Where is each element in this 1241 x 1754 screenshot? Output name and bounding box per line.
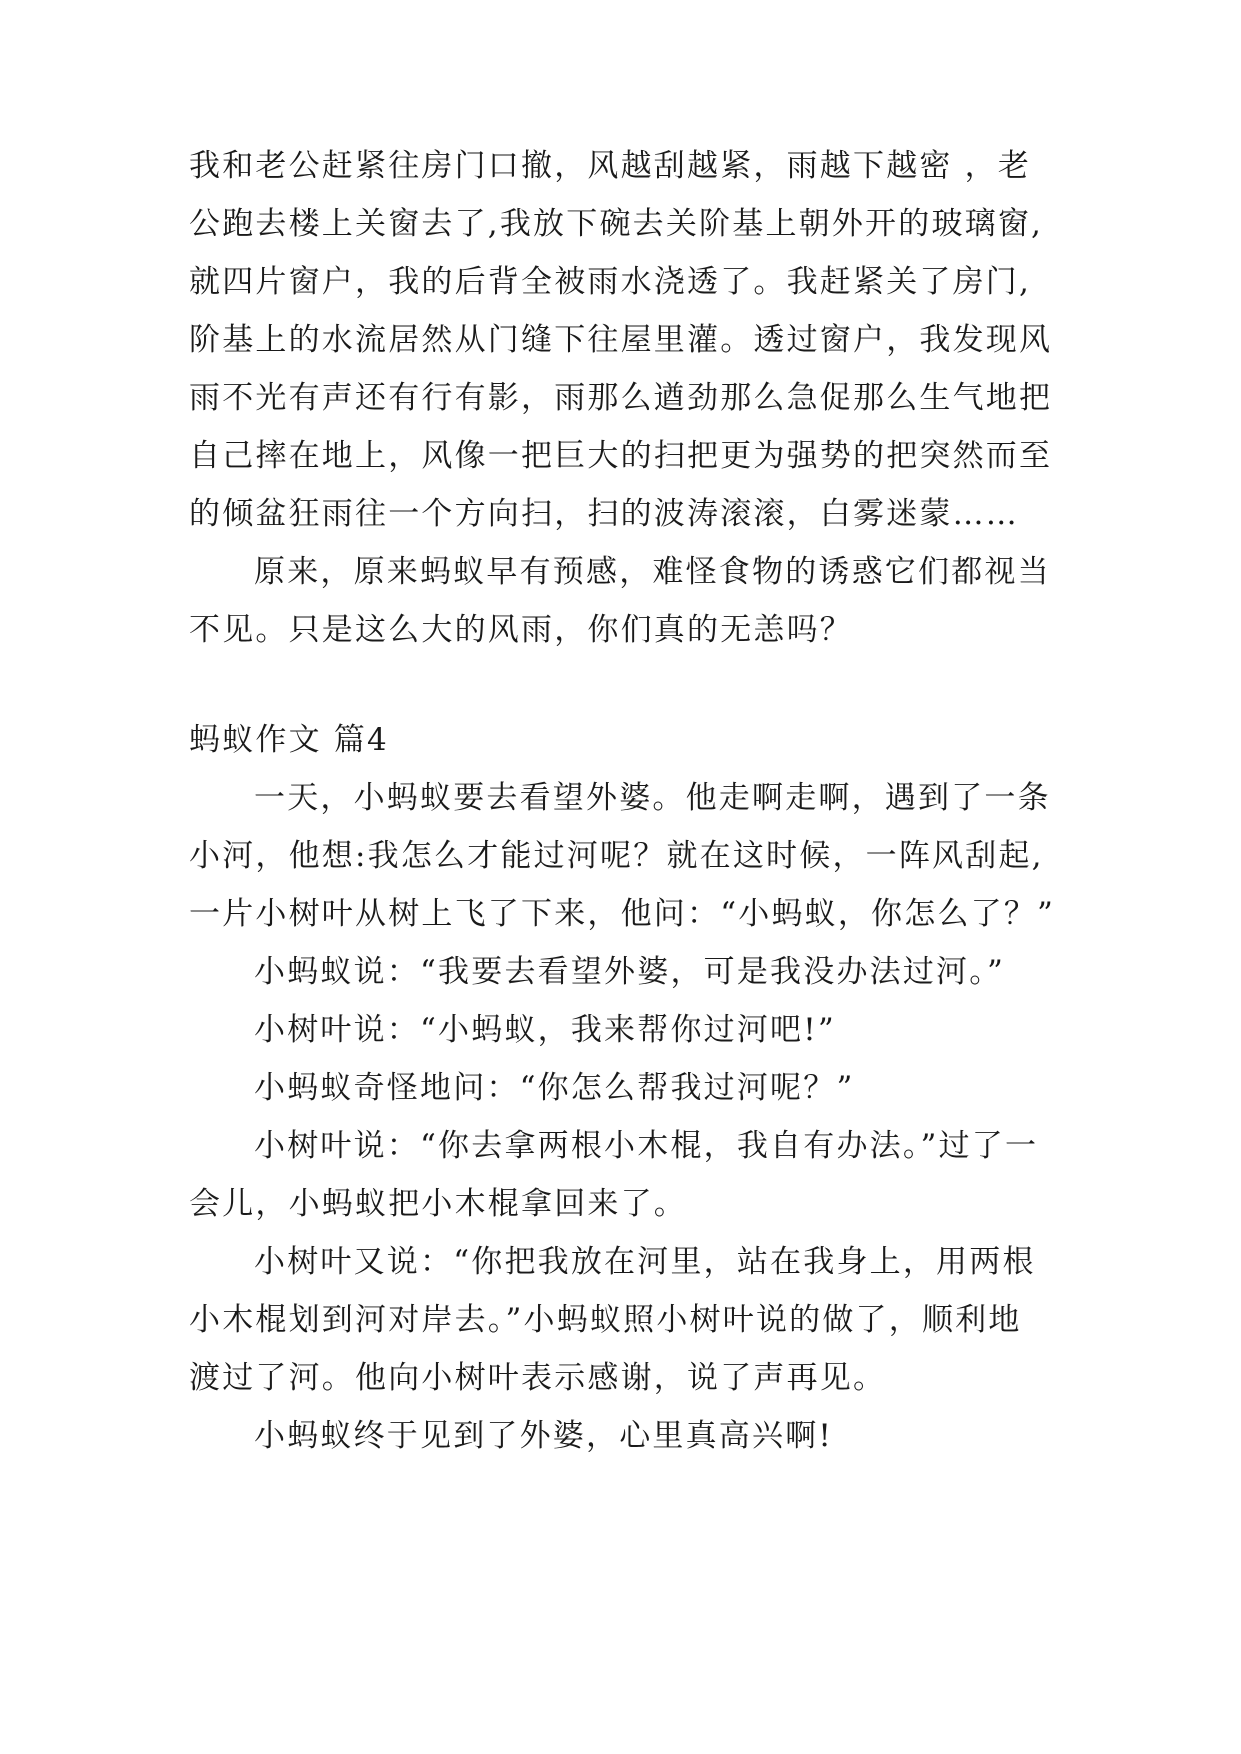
section-heading: 蚂蚁作文 篇4 (189, 722, 389, 758)
paragraph-line: 小树叶说：“你去拿两根小木棍，我自有办法。”过了一 (254, 1128, 1039, 1164)
paragraph-line: 小木棍划到河对岸去。”小蚂蚁照小树叶说的做了，顺利地 (189, 1302, 1022, 1338)
paragraph-line: 一天，小蚂蚁要去看望外婆。他走啊走啊，遇到了一条 (254, 780, 1051, 816)
paragraph-line: 公跑去楼上关窗去了,我放下碗去关阶基上朝外开的玻璃窗, (189, 206, 1044, 242)
paragraph-line: 一片小树叶从树上飞了下来，他问：“小蚂蚁，你怎么了？” (189, 896, 1056, 932)
paragraph-line: 自己摔在地上，风像一把巨大的扫把更为强势的把突然而至 (189, 438, 1053, 474)
paragraph-line: 雨不光有声还有行有影，雨那么遒劲那么急促那么生气地把 (189, 380, 1053, 416)
paragraph-line: 我和老公赶紧往房门口撤，风越刮越紧，雨越下越密 ，老 (189, 148, 1032, 184)
paragraph-line: 阶基上的水流居然从门缝下往屋里灌。透过窗户，我发现风 (189, 322, 1053, 358)
paragraph-line: 小树叶又说：“你把我放在河里，站在我身上，用两根 (254, 1244, 1036, 1280)
paragraph-line: 小蚂蚁说：“我要去看望外婆，可是我没办法过河。” (254, 954, 1005, 990)
paragraph-line: 会儿，小蚂蚁把小木棍拿回来了。 (189, 1186, 687, 1222)
paragraph-line: 小蚂蚁终于见到了外婆，心里真高兴啊! (254, 1418, 834, 1454)
paragraph-line: 的倾盆狂雨往一个方向扫，扫的波涛滚滚，白雾迷蒙…… (189, 496, 1019, 532)
paragraph-line: 不见。只是这么大的风雨，你们真的无恙吗？ (189, 612, 853, 648)
paragraph-line: 小蚂蚁奇怪地问：“你怎么帮我过河呢？” (254, 1070, 855, 1106)
paragraph-line: 原来，原来蚂蚁早有预感，难怪食物的诱惑它们都视当 (254, 554, 1051, 590)
paragraph-line: 小树叶说：“小蚂蚁，我来帮你过河吧!” (254, 1012, 836, 1048)
paragraph-line: 渡过了河。他向小树叶表示感谢，说了声再见。 (189, 1360, 887, 1396)
paragraph-line: 小河，他想:我怎么才能过河呢？就在这时候，一阵风刮起, (189, 838, 1044, 874)
paragraph-line: 就四片窗户，我的后背全被雨水浇透了。我赶紧关了房门, (189, 264, 1032, 300)
